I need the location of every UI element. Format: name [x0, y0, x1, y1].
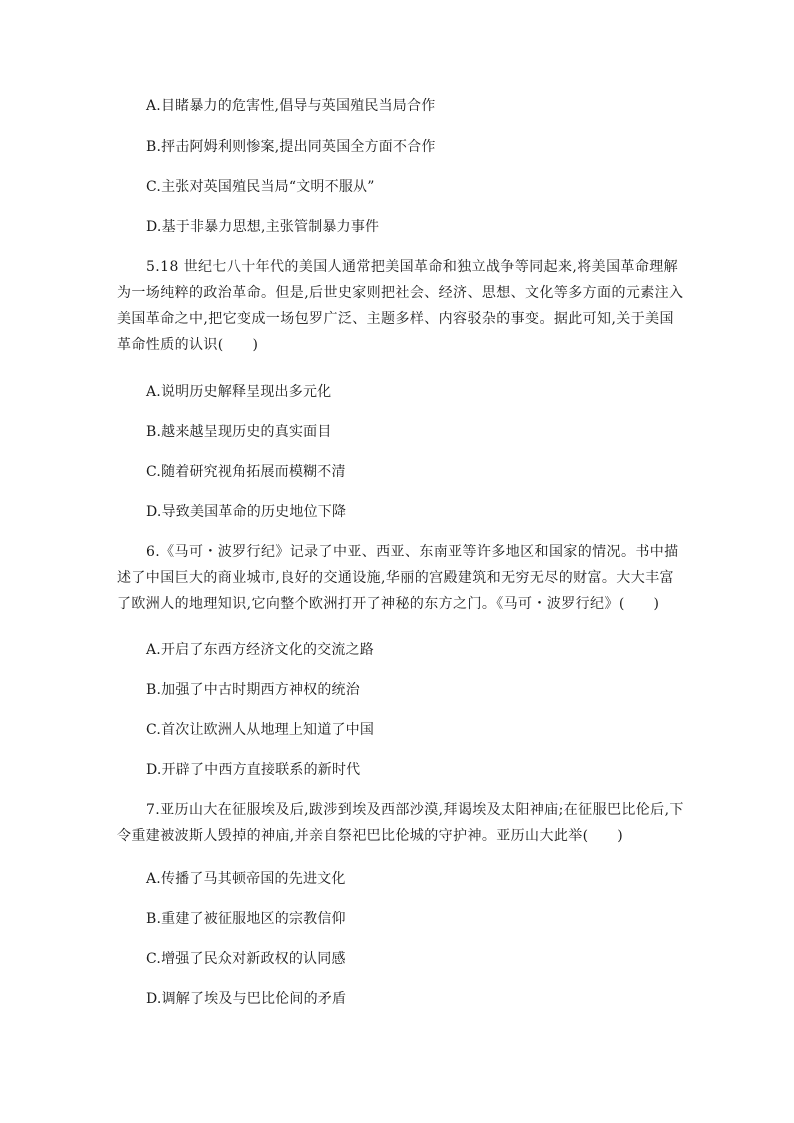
q7-option-d: D.调解了埃及与巴比伦间的矛盾: [146, 991, 347, 1007]
q5-option-b: B.越来越呈现历史的真实面目: [146, 424, 332, 440]
q6-stem: 6.《马可・波罗行纪》记录了中亚、西亚、东南亚等许多地区和国家的情况。书中描述了中国巨大的商业城市,良好的交通设施,华丽的宫殿建筑和无穷无尽的财富。大大丰富了欧洲人的地理知识,它向整个欧洲打开了神秘的东方之门。《马可・波罗行纪》( ): [117, 544, 679, 612]
q4-option-a: A.目睹暴力的危害性,倡导与英国殖民当局合作: [146, 98, 436, 114]
q6-option-c: C.首次让欧洲人从地理上知道了中国: [146, 722, 375, 738]
q7-stem: 7.亚历山大在征服埃及后,跋涉到埃及西部沙漠,拜谒埃及太阳神庙;在征服巴比伦后,下令重建被波斯人毁掉的神庙,并亲自祭祀巴比伦城的守护神。亚历山大此举( ): [117, 802, 684, 844]
q6-option-d: D.开辟了中西方直接联系的新时代: [146, 762, 361, 778]
q7-option-a: A.传播了马其顿帝国的先进文化: [146, 871, 346, 887]
q5-option-d: D.导致美国革命的历史地位下降: [146, 504, 347, 520]
q6-option-b: B.加强了中古时期西方神权的统治: [146, 682, 360, 698]
q4-option-c: C.主张对英国殖民当局“文明不服从”: [146, 179, 375, 195]
q4-option-d: D.基于非暴力思想,主张管制暴力事件: [146, 219, 380, 235]
q5-stem: 5.18 世纪七八十年代的美国人通常把美国革命和独立战争等同起来,将美国革命理解为一场纯粹的政治革命。但是,后世史家则把社会、经济、思想、文化等多方面的元素注入美国革命之中,把它变成一场包罗广泛、主题多样、内容驳杂的事变。据此可知,关于美国革命性质的认识( ): [117, 259, 684, 353]
q5-option-c: C.随着研究视角拓展而模糊不清: [146, 464, 346, 480]
q7-option-c: C.增强了民众对新政权的认同感: [146, 951, 346, 967]
q7-option-b: B.重建了被征服地区的宗教信仰: [146, 911, 346, 927]
q4-option-b: B.抨击阿姆利则惨案,提出同英国全方面不合作: [146, 139, 436, 155]
q5-option-a: A.说明历史解释呈现出多元化: [146, 384, 332, 400]
q6-option-a: A.开启了东西方经济文化的交流之路: [146, 642, 374, 658]
